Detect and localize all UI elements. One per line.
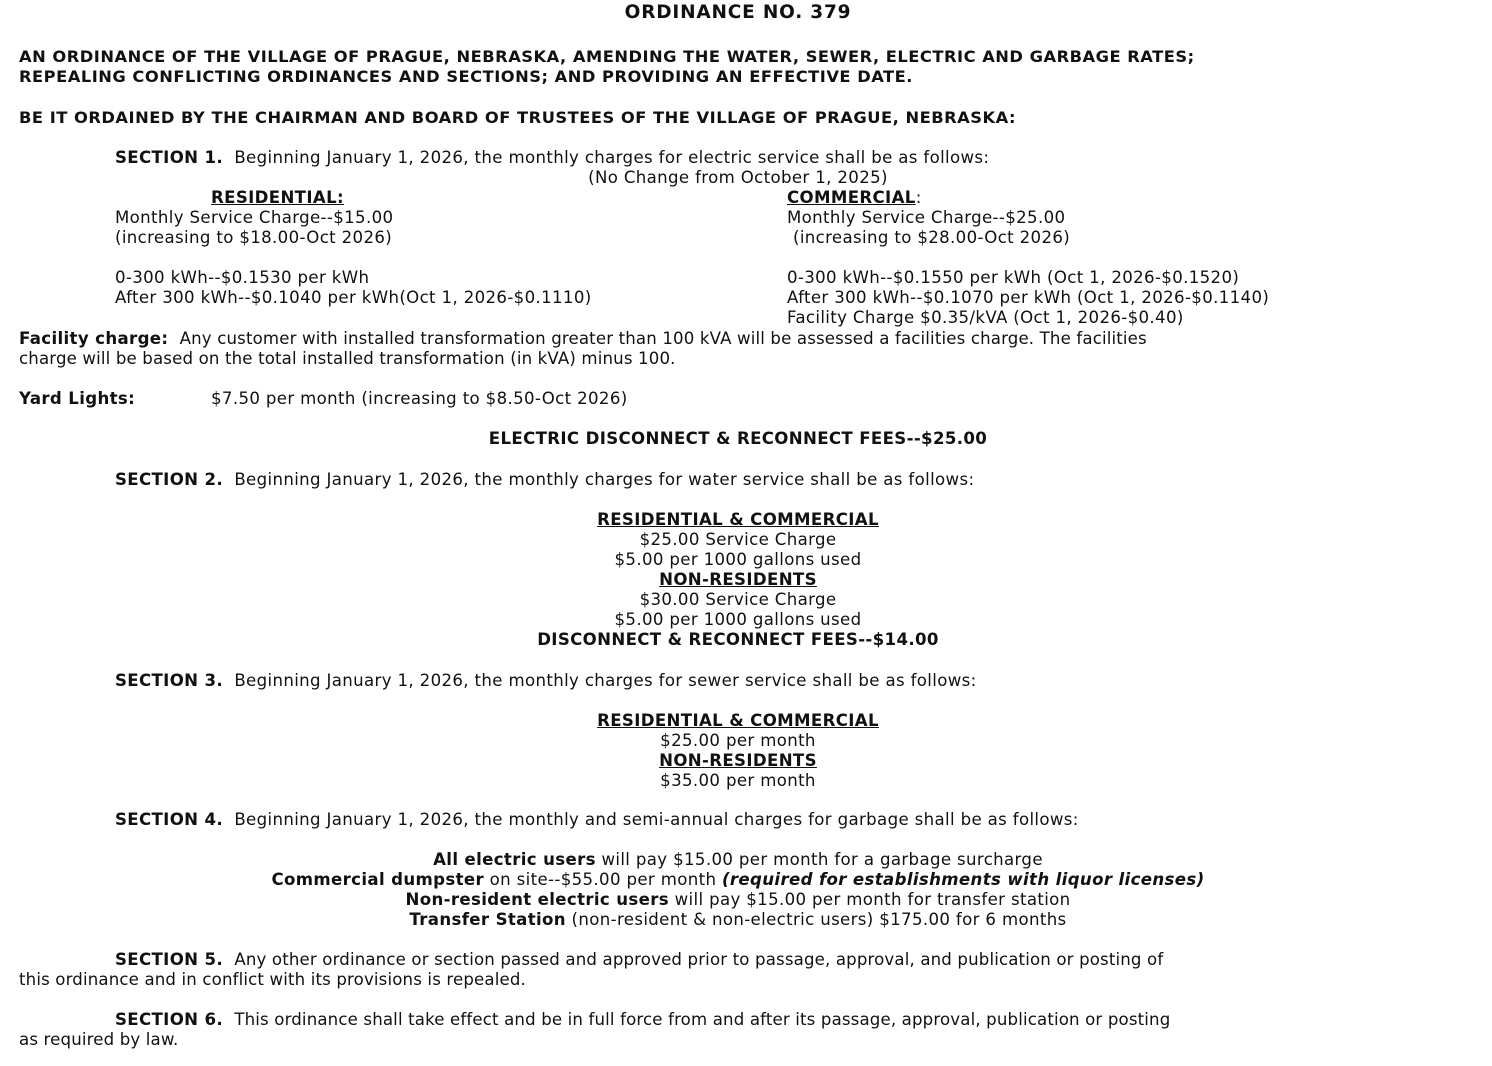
sewer-residential-rate: $25.00 per month	[660, 731, 816, 750]
section-5-text-2: this ordinance and in conflict with its provisions is repealed.	[19, 970, 526, 989]
garbage-line-3	[0, 890, 1476, 910]
commercial-heading-colon: :	[915, 188, 922, 207]
water-residential-heading: RESIDENTIAL & COMMERCIAL	[597, 510, 879, 529]
yard-lights-text: $7.50 per month (increasing to $8.50-Oct 2026)	[211, 389, 628, 408]
section-2-text: Beginning January 1, 2026, the monthly charges for water service shall be as follows:	[234, 470, 975, 489]
water-nonresident-heading: NON-RESIDENTS	[659, 570, 817, 589]
section-6-text-1: This ordinance shall take effect and be in full force from and after its passage, approval, publication or posting	[234, 1010, 1171, 1029]
garbage-line-1	[0, 850, 1476, 870]
water-fees: DISCONNECT & RECONNECT FEES--$14.00	[537, 630, 939, 649]
garbage-line-1-text: will pay $15.00 per month for a garbage surcharge	[595, 850, 1043, 869]
commercial-heading-line	[787, 188, 922, 208]
commercial-service-increase: (increasing to $28.00-Oct 2026)	[793, 228, 1071, 247]
residential-tier-1: 0-300 kWh--$0.1530 per kWh	[115, 268, 370, 287]
yard-lights-label: Yard Lights:	[19, 389, 136, 408]
garbage-line-2-italic: (required for establishments with liquor licenses)	[721, 870, 1205, 889]
commercial-tier-2: After 300 kWh--$0.1070 per kWh (Oct 1, 2026-$0.1140)	[787, 288, 1270, 307]
garbage-line-4-text: (non-resident & non-electric users) $175.00 for 6 months	[565, 910, 1067, 929]
section-6-intro	[115, 1010, 1170, 1030]
garbage-line-4	[0, 910, 1476, 930]
section-4-label: SECTION 4.	[115, 810, 224, 829]
water-nonresident-service: $30.00 Service Charge	[639, 590, 837, 609]
sewer-nonresident-rate: $35.00 per month	[660, 771, 816, 790]
residential-heading: RESIDENTIAL:	[211, 188, 344, 207]
commercial-heading: COMMERCIAL	[787, 188, 916, 207]
garbage-line-2-text: on site--$55.00 per month	[484, 870, 722, 889]
residential-service-charge: Monthly Service Charge--$15.00	[115, 208, 394, 227]
commercial-service-charge: Monthly Service Charge--$25.00	[787, 208, 1066, 227]
residential-tier-2: After 300 kWh--$0.1040 per kWh(Oct 1, 2026-$0.1110)	[115, 288, 592, 307]
ordinance-title: ORDINANCE NO. 379	[624, 2, 852, 23]
section-3-intro	[115, 671, 977, 691]
garbage-line-2	[0, 870, 1476, 890]
section-3-text: Beginning January 1, 2026, the monthly charges for sewer service shall be as follows:	[234, 671, 977, 690]
sewer-residential-heading: RESIDENTIAL & COMMERCIAL	[597, 711, 879, 730]
garbage-line-3-text: will pay $15.00 per month for transfer station	[669, 890, 1071, 909]
section-3-label: SECTION 3.	[115, 671, 224, 690]
water-residential-service: $25.00 Service Charge	[639, 530, 837, 549]
facility-charge-text-1: Any customer with installed transformation greater than 100 kVA will be assessed a facilities charge. The facilities	[179, 329, 1147, 348]
preamble-line-2: REPEALING CONFLICTING ORDINANCES AND SECTIONS; AND PROVIDING AN EFFECTIVE DATE.	[19, 67, 913, 86]
section-5-text-1: Any other ordinance or section passed and approved prior to passage, approval, and publication or posting of	[234, 950, 1164, 969]
preamble-line-1: AN ORDINANCE OF THE VILLAGE OF PRAGUE, NEBRASKA, AMENDING THE WATER, SEWER, ELECTRIC AND GARBAGE RATES;	[19, 47, 1195, 66]
facility-charge-paragraph	[19, 329, 1147, 349]
section-1-intro	[115, 148, 989, 168]
water-residential-usage: $5.00 per 1000 gallons used	[614, 550, 862, 569]
garbage-line-1-bold: All electric users	[433, 850, 596, 869]
section-6-label: SECTION 6.	[115, 1010, 224, 1029]
section-5-label: SECTION 5.	[115, 950, 224, 969]
electric-fees: ELECTRIC DISCONNECT & RECONNECT FEES--$25.00	[488, 429, 988, 448]
section-1-text: Beginning January 1, 2026, the monthly charges for electric service shall be as follows:	[234, 148, 990, 167]
garbage-line-4-bold: Transfer Station	[409, 910, 566, 929]
facility-charge-text-2: charge will be based on the total installed transformation (in kVA) minus 100.	[19, 349, 676, 368]
commercial-tier-1: 0-300 kWh--$0.1550 per kWh (Oct 1, 2026-$0.1520)	[787, 268, 1240, 287]
commercial-facility-charge: Facility Charge $0.35/kVA (Oct 1, 2026-$0.40)	[787, 308, 1184, 327]
section-2-label: SECTION 2.	[115, 470, 224, 489]
section-2-intro	[115, 470, 974, 490]
garbage-line-3-bold: Non-resident electric users	[405, 890, 670, 909]
garbage-line-2-bold: Commercial dumpster	[271, 870, 485, 889]
residential-service-increase: (increasing to $18.00-Oct 2026)	[115, 228, 393, 247]
section-1-label: SECTION 1.	[115, 148, 224, 167]
sewer-nonresident-heading: NON-RESIDENTS	[659, 751, 817, 770]
facility-charge-label: Facility charge:	[19, 329, 169, 348]
section-4-intro	[115, 810, 1079, 830]
enacting-clause: BE IT ORDAINED BY THE CHAIRMAN AND BOARD OF TRUSTEES OF THE VILLAGE OF PRAGUE, NEBRASKA:	[19, 108, 1017, 127]
water-nonresident-usage: $5.00 per 1000 gallons used	[614, 610, 862, 629]
section-6-text-2: as required by law.	[19, 1030, 179, 1049]
section-5-intro	[115, 950, 1163, 970]
section-1-note: (No Change from October 1, 2025)	[588, 168, 888, 187]
section-4-text: Beginning January 1, 2026, the monthly and semi-annual charges for garbage shall be as follows:	[234, 810, 1079, 829]
